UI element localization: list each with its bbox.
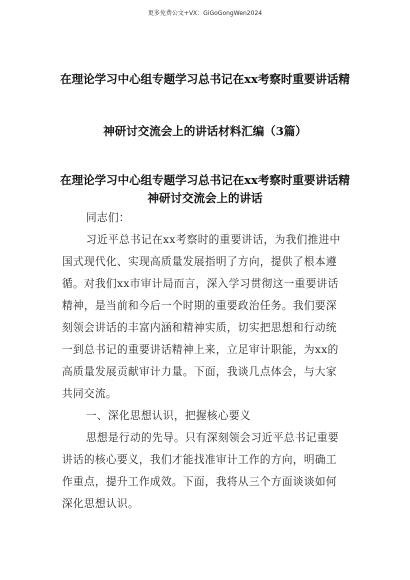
paragraph-line: 精神，是当前和今后一个时期的重要政治任务。我们要深 [62,300,337,312]
main-title-line-2: 神研讨交流会上的讲话材料汇编（3篇） [103,124,307,138]
header-note: 更多免费公文+VX：GiGoGongWen2024 [147,10,263,17]
paragraph-line: 国式现代化、实现高质量发展指明了方向，提供了根本遵 [62,256,337,268]
paragraph-line: 共同交流。 [62,388,117,400]
paragraph-line: 作重点，提升工作成效。下面，我将从三个方面谈谈如何 [62,476,337,488]
sub-title-line-1: 在理论学习中心组专题学习总书记在xx考察时重要讲话精 [60,173,350,187]
paragraph-line: 刻领会讲话的丰富内涵和精神实质，切实把思想和行动统 [62,322,337,334]
paragraph-line: 一到总书记的重要讲话精神上来，立足审计职能，为xx的 [62,344,339,356]
paragraph-line: 思想是行动的先导。只有深刻领会习近平总书记重要 [86,432,339,444]
section-heading: 一、深化思想认识，把握核心要义 [86,410,251,422]
paragraph-line: 高质量发展贡献审计力量。下面，我谈几点体会，与大家 [62,366,337,378]
paragraph-line: 循。对我们xx市审计局而言，深入学习贯彻这一重要讲话 [62,278,339,290]
main-title-line-1: 在理论学习中心组专题学习总书记在xx考察时重要讲话精 [60,72,350,86]
paragraph-line: 讲话的核心要义，我们才能找准审计工作的方向，明确工 [62,454,337,466]
salutation: 同志们： [86,212,130,224]
paragraph-line: 习近平总书记在xx考察时的重要讲话，为我们推进中 [86,234,341,246]
sub-title-line-2: 神研讨交流会上的讲话 [147,191,263,205]
paragraph-line: 深化思想认识。 [62,498,139,510]
body-text [62,207,358,515]
